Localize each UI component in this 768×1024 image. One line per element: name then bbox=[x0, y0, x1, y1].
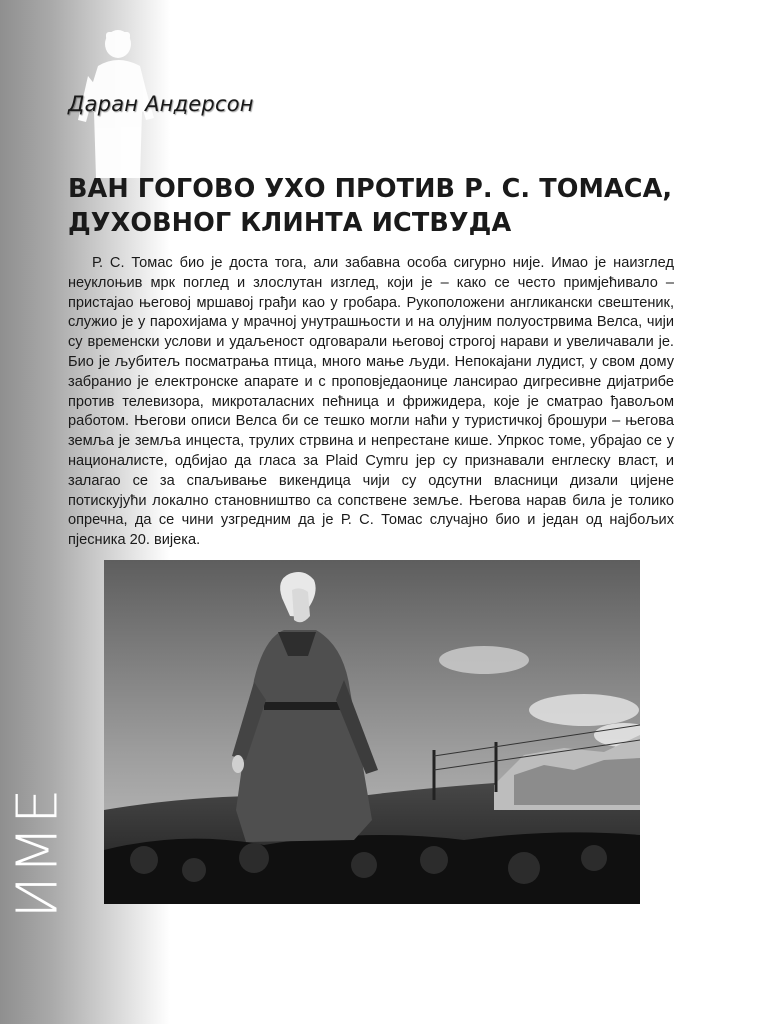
article-body: Р. С. Томас био је доста тога, али забавна особа сигурно није. Имао је наизглед неуклоњив мрк поглед и злослутан изглед, који је – како се често примјећивало – пристајао његовој мршавој грађи као у гробара. Рукоположени англикански свештеник, служио је у парохијама у мрачној унутрашњости и на олујним полуострвима Велса, чији су временски услови и удаљеност одговарали његовој строгој нарави и увеличавали је. Био је љубитељ посматрања птица, много мање људи. Непокајани лудист, у свом дому забранио је електронске апарате и с проповједаонице лансирао дигресивне дијатрибе против телевизора, микроталасних пећница и фрижидера, које је сматрао ђавољом работом. Његови описи Велса би се тешко могли наћи у туристичкој брошури – његова земља је земља инцеста, трулих стрвина и непрестане кише. Упркос томе, убрајао се у националисте, одбијао да гласа за Plaid Cymru јер су признавали енглеску власт, и залагао се за спаљивање викендица чији су одсутни власници дизали цијене потискујући локално становништво са сопствене земље. Његова нарав била је толико опречна, да се чини узгредним да је Р. С. Томас случајно био и један од најбољих пјесника 20. вијека. bbox=[68, 255, 674, 549]
photo-image-icon bbox=[104, 560, 640, 904]
article-photo bbox=[104, 560, 640, 904]
author-name: Даран Андерсон bbox=[68, 92, 254, 116]
article-title: ВАН ГОГОВО УХО ПРОТИВ Р. С. ТОМАСА, ДУХОВНОГ КЛИНТА ИСТВУДА bbox=[68, 174, 673, 238]
section-vertical-label: ИМЕ bbox=[5, 786, 71, 919]
